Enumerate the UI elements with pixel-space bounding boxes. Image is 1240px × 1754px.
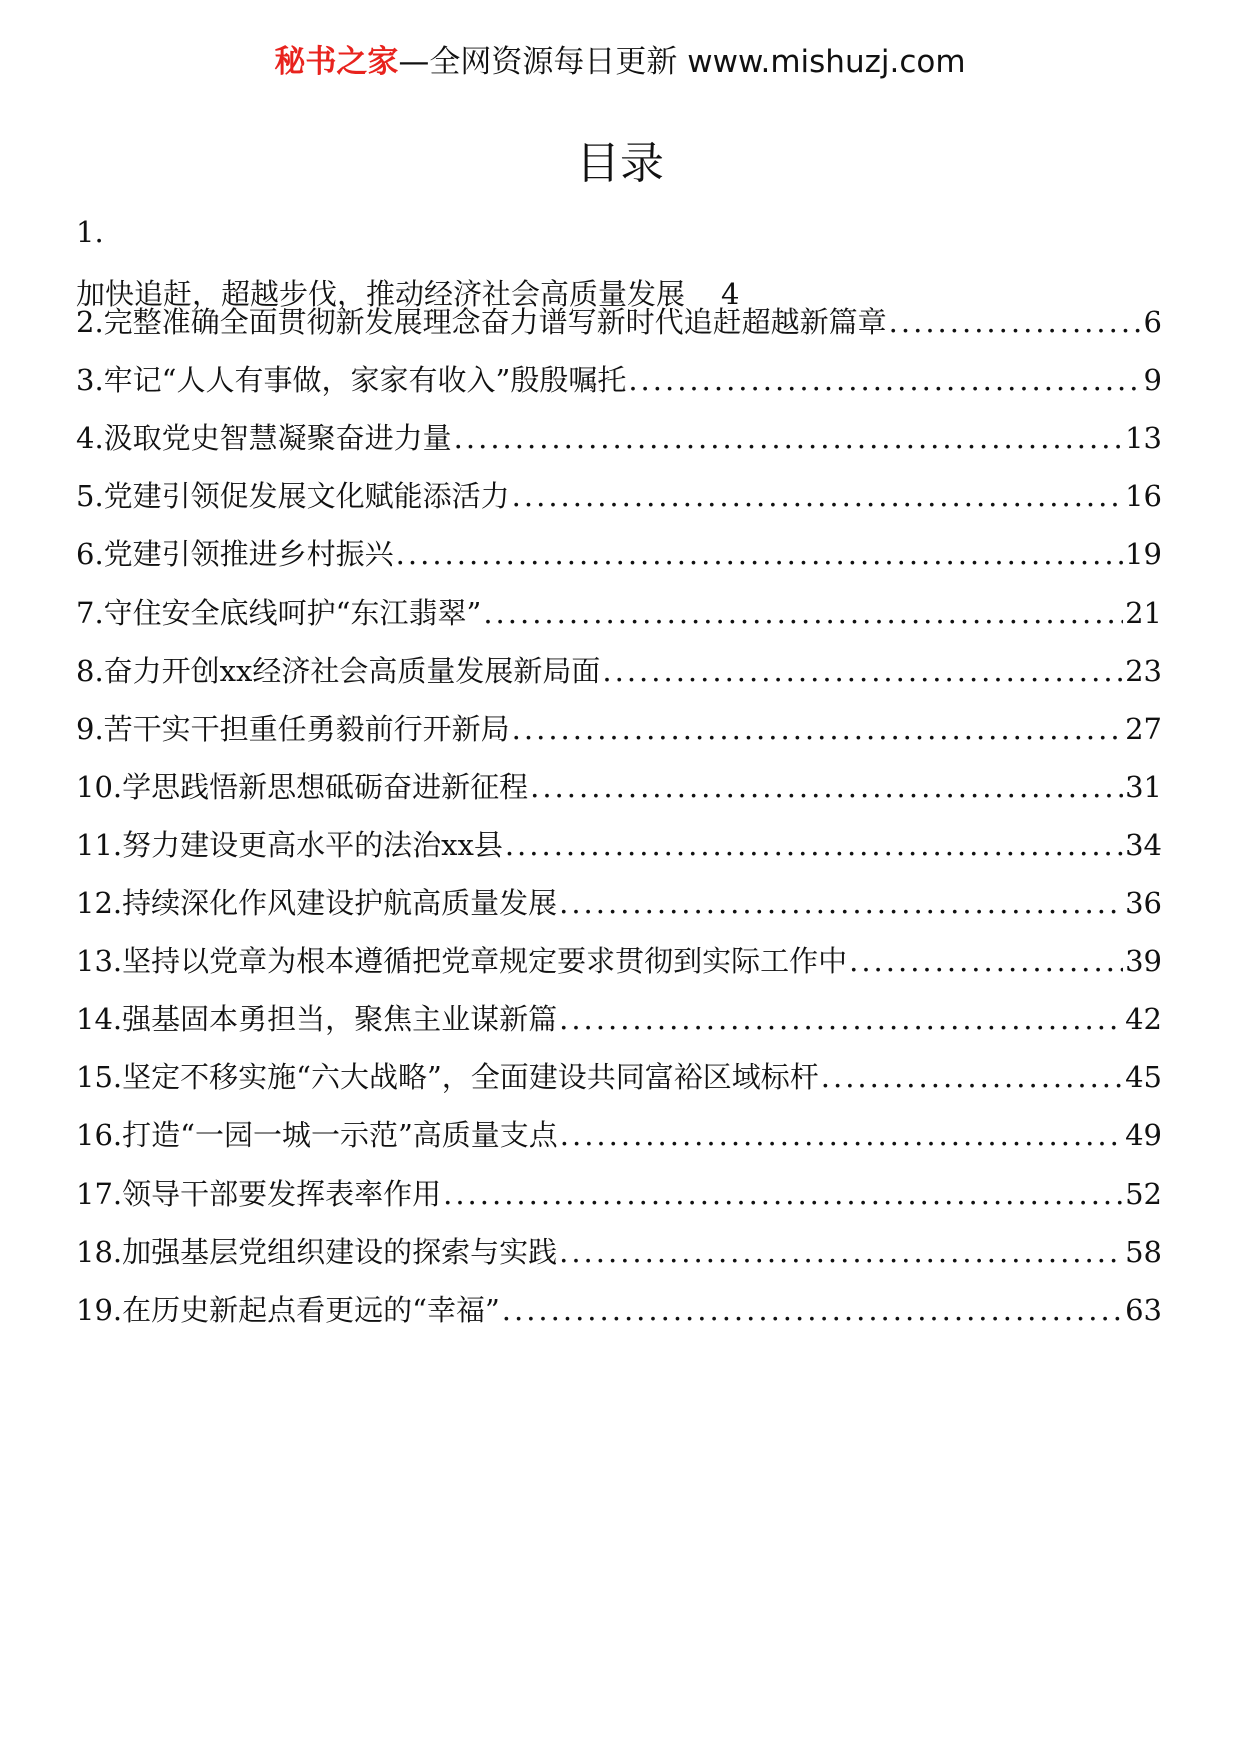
toc-entry[interactable] [76, 532, 1162, 576]
toc-entry-text: 17.领导干部要发挥表率作用 [76, 1176, 442, 1211]
dot-leader [559, 1230, 1123, 1274]
toc-entry-1-number: 1. [76, 215, 104, 249]
dot-leader [821, 1055, 1123, 1099]
dot-leader [443, 1172, 1123, 1216]
dot-leader [483, 591, 1123, 635]
toc-entry[interactable] [76, 358, 1162, 402]
toc-entry-page: 21 [1125, 595, 1162, 630]
toc-entry-text: 10.学思践悟新思想砥砺奋进新征程 [76, 769, 529, 804]
toc-entry-page: 52 [1125, 1176, 1162, 1211]
dot-leader [502, 1288, 1123, 1332]
toc-entry[interactable] [76, 997, 1162, 1041]
toc-entry-1-page: 4 [721, 277, 740, 311]
brand-name: 秘书之家 [274, 44, 399, 80]
dot-leader [530, 765, 1123, 809]
toc-entry-page: 45 [1125, 1060, 1162, 1095]
dot-leader [560, 1113, 1123, 1157]
site-header [0, 40, 1240, 84]
dot-leader [559, 881, 1123, 925]
toc-entry[interactable] [76, 765, 1162, 809]
dot-leader [559, 997, 1123, 1041]
toc-entry[interactable] [76, 649, 1162, 693]
toc-entry-text: 15.坚定不移实施“六大战略”，全面建设共同富裕区域标杆 [76, 1060, 819, 1095]
toc-entry-text: 12.持续深化作风建设护航高质量发展 [76, 886, 558, 920]
toc-entry[interactable] [76, 1113, 1162, 1157]
toc-entry-text: 5.党建引领促发展文化赋能添活力 [76, 479, 510, 514]
toc-entry[interactable] [76, 1172, 1162, 1216]
toc-entry-text: 8.奋力开创xx经济社会高质量发展新局面 [76, 653, 601, 688]
toc-entry-page: 13 [1125, 421, 1162, 456]
toc-entry[interactable] [76, 707, 1162, 751]
toc-entry-page: 34 [1125, 827, 1162, 862]
toc-entry-1-text: 加快追赶，超越步伐，推动经济社会高质量发展 [76, 277, 686, 311]
toc-entry-text: 7.守住安全底线呵护“东江翡翠” [76, 595, 482, 630]
toc-entry-page: 6 [1143, 305, 1162, 339]
site-tagline: —全网资源每日更新 www.mishuzj.com [398, 44, 966, 80]
toc-entry-text: 6.党建引领推进乡村振兴 [76, 537, 394, 572]
toc-entry-page: 23 [1125, 653, 1162, 688]
toc-entry-page: 49 [1125, 1118, 1162, 1153]
toc-entry[interactable] [76, 939, 1162, 983]
toc-entry-text: 2.完整准确全面贯彻新发展理念奋力谱写新时代追赶超越新篇章 [76, 305, 887, 339]
toc-entry[interactable] [76, 300, 1162, 344]
page-title: 目录 [576, 138, 664, 189]
dot-leader [628, 358, 1141, 402]
toc-entry-page: 19 [1125, 537, 1162, 572]
toc-entry-page: 27 [1125, 711, 1162, 746]
toc-entry-page: 31 [1125, 769, 1162, 804]
toc-entry-text: 11.努力建设更高水平的法治xx县 [76, 827, 503, 862]
toc-entry-page: 42 [1125, 1002, 1162, 1037]
toc-entry-page: 63 [1125, 1292, 1162, 1327]
toc-entry[interactable] [76, 591, 1162, 635]
toc-entry-page: 36 [1125, 886, 1162, 920]
dot-leader [889, 300, 1142, 344]
toc-entry-text: 18.加强基层党组织建设的探索与实践 [76, 1234, 558, 1269]
toc-entry[interactable] [76, 474, 1162, 518]
toc-entry[interactable] [76, 881, 1162, 925]
dot-leader [396, 532, 1123, 576]
toc-entry[interactable] [76, 1288, 1162, 1332]
toc-entry-text: 3.牢记“人人有事做，家家有收入”殷殷嘱托 [76, 363, 627, 398]
dot-leader [512, 707, 1123, 751]
toc-entry-text: 16.打造“一园一城一示范”高质量支点 [76, 1118, 558, 1153]
toc-entry-page: 58 [1125, 1234, 1162, 1269]
dot-leader [505, 823, 1123, 867]
toc-entry-text: 14.强基固本勇担当，聚焦主业谋新篇 [76, 1002, 558, 1037]
dot-leader [849, 939, 1123, 983]
dot-leader [454, 416, 1123, 460]
toc-entry-text: 4.汲取党史智慧凝聚奋进力量 [76, 421, 452, 456]
toc-entry[interactable] [76, 1230, 1162, 1274]
toc-entry-page: 9 [1143, 363, 1162, 398]
dot-leader [602, 649, 1123, 693]
dot-leader [512, 474, 1123, 518]
toc-entry[interactable] [76, 416, 1162, 460]
toc-entry-text: 9.苦干实干担重任勇毅前行开新局 [76, 711, 510, 746]
toc-entry-text: 13.坚持以党章为根本遵循把党章规定要求贯彻到实际工作中 [76, 944, 848, 979]
toc-entry[interactable] [76, 1055, 1162, 1099]
toc-entry-page: 16 [1125, 479, 1162, 514]
toc-entry[interactable] [76, 823, 1162, 867]
toc-entry-page: 39 [1125, 944, 1162, 979]
toc-entry-text: 19.在历史新起点看更远的“幸福” [76, 1292, 500, 1327]
